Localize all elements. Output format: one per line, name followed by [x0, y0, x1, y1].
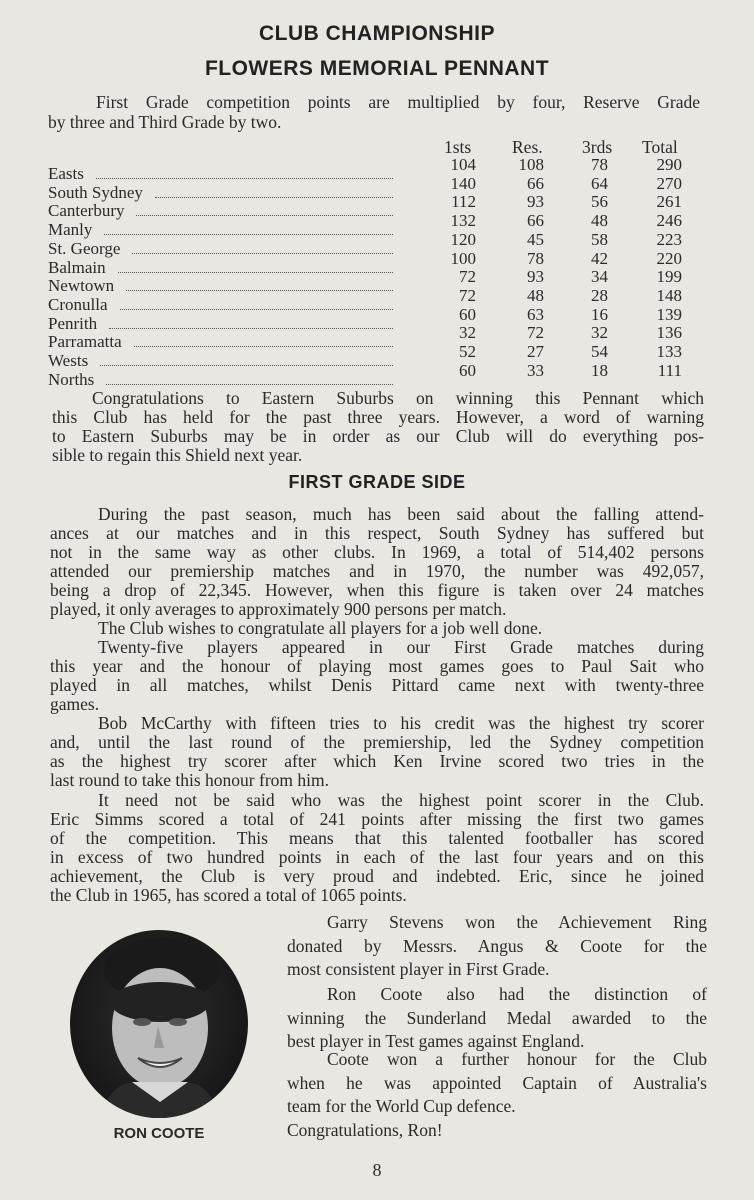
score-res: 66 — [527, 211, 544, 231]
score-thirds: 78 — [591, 155, 608, 174]
text-line: The Club wishes to congratulate all players for a job well done. — [98, 618, 543, 638]
dot-leader — [100, 365, 393, 366]
team-name: Newtown — [48, 276, 115, 296]
score-thirds: 56 — [591, 192, 608, 212]
score-total: 148 — [656, 285, 682, 305]
text-line: last round to take this honour from him. — [50, 770, 329, 790]
text-line: the Club in 1965, has scored a total of 1065 points. — [50, 885, 407, 905]
score-firsts: 140 — [450, 173, 476, 193]
column-header-firsts: 1sts — [444, 137, 472, 157]
text-line: this year and the honour of playing most games goes to Paul Sait who — [50, 656, 704, 676]
score-firsts: 32 — [459, 323, 476, 343]
team-name: Norths — [48, 369, 95, 389]
text-line: achievement, the Club is very proud and indebted. Eric, since he joined — [50, 866, 704, 886]
dot-leader — [118, 272, 393, 273]
text-line: and, until the last round of the premiership, led the Sydney competition — [50, 732, 704, 752]
text-line: Eric Simms scored a total of 241 points after missing the first two games — [50, 809, 704, 829]
dot-leader — [109, 328, 393, 329]
score-firsts: 60 — [459, 304, 476, 324]
text-line: not in the same way as other clubs. In 1969, a total of 514,402 persons — [50, 542, 704, 562]
text-line: of the competition. This means that this talented footballer has scored — [50, 828, 704, 848]
score-res: 27 — [527, 342, 544, 361]
score-firsts: 100 — [450, 248, 476, 268]
text-line: to Eastern Suburbs may be in order as our Club will do everything pos- — [52, 426, 704, 446]
dot-leader — [106, 384, 393, 385]
score-total: 223 — [656, 229, 682, 249]
dot-leader — [134, 346, 393, 347]
body-paragraph — [50, 791, 704, 905]
score-res: 78 — [527, 248, 544, 268]
score-total: 139 — [656, 304, 682, 324]
text-line: winning the Sunderland Medal awarded to the — [287, 1007, 707, 1028]
score-firsts: 132 — [450, 211, 476, 231]
text-line: Coote won a further honour for the Club — [327, 1049, 707, 1069]
score-thirds: 32 — [591, 323, 608, 343]
score-firsts: 112 — [451, 192, 476, 212]
portrait-image — [70, 930, 248, 1118]
text-line: During the past season, much has been said about the falling attend- — [98, 504, 704, 524]
score-total: 261 — [656, 192, 682, 212]
side-paragraph — [287, 911, 707, 982]
score-firsts: 60 — [459, 360, 476, 380]
team-name: Parramatta — [48, 332, 122, 352]
text-line: played in all matches, whilst Denis Pittard came next with twenty-three — [50, 675, 704, 695]
text-line: Congratulations to Eastern Suburbs on winning this Pennant which — [92, 388, 704, 408]
text-line: best player in Test games against England. — [287, 1031, 585, 1051]
text-line: team for the World Cup defence. — [287, 1096, 516, 1116]
photo-caption: RON COOTE — [113, 1125, 205, 1142]
score-total: 290 — [656, 155, 682, 174]
column-header-total: Total — [642, 137, 678, 157]
dot-leader — [96, 178, 393, 179]
text-line: donated by Messrs. Angus & Coote for the — [287, 935, 707, 956]
title-flowers-memorial-pennant: FLOWERS MEMORIAL PENNANT — [204, 57, 550, 80]
text-line: being a drop of 22,345. However, when this figure is taken over 24 matches — [50, 580, 704, 600]
text-line: sible to regain this Shield next year. — [52, 445, 303, 465]
text-line: First Grade competition points are multiplied by four, Reserve Grade — [96, 92, 700, 112]
dot-leader — [104, 234, 393, 235]
body-paragraph — [50, 638, 704, 714]
score-thirds: 48 — [591, 211, 608, 231]
title-club-championship: CLUB CHAMPIONSHIP — [258, 22, 495, 45]
text-line: in excess of two hundred points in each of the last four years and on this — [50, 847, 704, 867]
score-total: 246 — [656, 211, 682, 231]
text-line: Garry Stevens won the Achievement Ring — [327, 912, 707, 932]
congratulations-paragraph — [52, 389, 704, 465]
text-line: ances at our matches and in this respect, South Sydney has suffered but — [50, 523, 704, 543]
score-thirds: 34 — [591, 267, 608, 287]
text-line: attended our premiership matches and in 1970, the number was 492,057, — [50, 561, 704, 581]
text-line: It need not be said who was the highest point scorer in the Club. — [98, 790, 704, 810]
score-thirds: 42 — [591, 248, 608, 268]
score-total: 111 — [657, 360, 682, 380]
text-line: played, it only averages to approximately 900 persons per match. — [50, 599, 507, 619]
team-name: Manly — [48, 220, 93, 240]
score-firsts: 104 — [450, 155, 476, 174]
team-name: St. George — [48, 238, 121, 258]
score-total: 136 — [656, 323, 682, 343]
team-name: Cronulla — [48, 294, 108, 314]
text-line: Bob McCarthy with fifteen tries to his credit was the highest try scorer — [98, 713, 704, 733]
team-name: Penrith — [48, 313, 98, 333]
score-thirds: 54 — [591, 342, 608, 361]
score-thirds: 16 — [591, 304, 608, 324]
score-thirds: 64 — [591, 173, 608, 193]
text-line: as the highest try scorer after which Ken Irvine scored two tries in the — [50, 751, 704, 771]
score-firsts: 52 — [459, 342, 476, 361]
intro-paragraph — [48, 93, 700, 132]
score-res: 93 — [527, 267, 544, 287]
text-line: Ron Coote also had the distinction of — [327, 984, 707, 1004]
body-paragraph — [50, 714, 704, 790]
text-line: most consistent player in First Grade. — [287, 959, 550, 979]
score-res: 45 — [527, 229, 544, 249]
score-res: 33 — [527, 360, 544, 380]
score-res: 63 — [527, 304, 544, 324]
team-name: South Sydney — [48, 182, 143, 202]
team-name: Wests — [48, 351, 89, 370]
dot-leader — [126, 290, 393, 291]
side-paragraph — [287, 983, 707, 1054]
score-thirds: 28 — [591, 285, 608, 305]
score-res: 93 — [527, 192, 544, 212]
text-line: this Club has held for the past three years. However, a word of warning — [52, 407, 704, 427]
score-firsts: 120 — [450, 229, 476, 249]
body-paragraph — [50, 619, 704, 638]
team-name: Canterbury — [48, 201, 125, 221]
text-line: Twenty-five players appeared in our First Grade matches during — [98, 637, 704, 657]
side-paragraph — [287, 1048, 707, 1142]
score-res: 72 — [527, 323, 544, 343]
score-res: 48 — [527, 285, 544, 305]
section-heading-first-grade: FIRST GRADE SIDE — [288, 472, 466, 492]
team-name: Balmain — [48, 257, 106, 277]
dot-leader — [120, 309, 393, 310]
score-thirds: 18 — [591, 360, 608, 380]
score-total: 270 — [656, 173, 682, 193]
text-line: Congratulations, Ron! — [287, 1119, 443, 1140]
dot-leader — [155, 197, 393, 198]
score-res: 66 — [527, 173, 544, 193]
text-line: by three and Third Grade by two. — [48, 112, 282, 132]
score-firsts: 72 — [459, 285, 476, 305]
ron-coote-portrait — [70, 930, 248, 1118]
score-total: 220 — [656, 248, 682, 268]
page-number: 8 — [372, 1160, 382, 1180]
team-name: Easts — [48, 164, 84, 183]
column-header-reserves: Res. — [512, 137, 543, 157]
text-line: games. — [50, 694, 100, 714]
score-firsts: 72 — [459, 267, 476, 287]
dot-leader — [136, 215, 393, 216]
text-line: when he was appointed Captain of Australia's — [287, 1072, 707, 1093]
score-res: 108 — [518, 155, 544, 174]
score-total: 133 — [656, 342, 682, 361]
body-paragraph — [50, 505, 704, 619]
dot-leader — [132, 253, 393, 254]
column-header-thirds: 3rds — [582, 137, 613, 157]
score-thirds: 58 — [591, 229, 608, 249]
score-total: 199 — [656, 267, 682, 287]
